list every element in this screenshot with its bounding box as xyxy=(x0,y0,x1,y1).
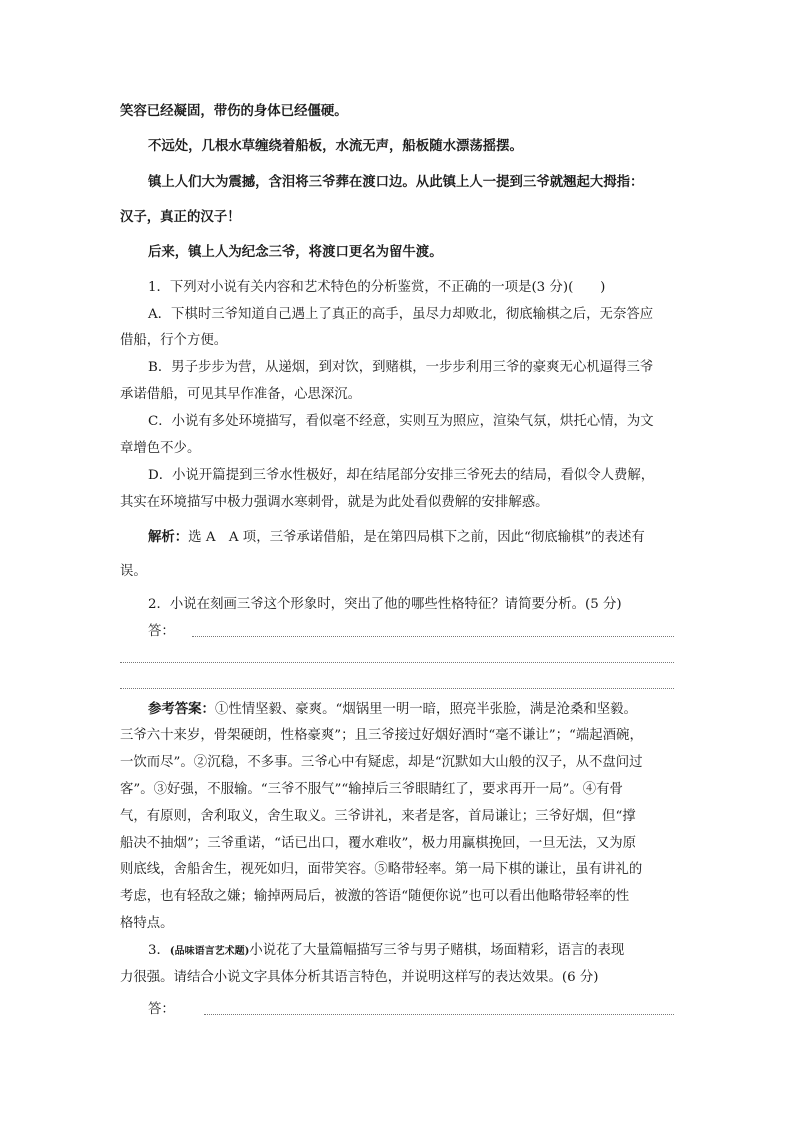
story-paragraph-3: 镇上人们大为震撼，含泪将三爷葬在渡口边。从此镇上人一提到三爷就翘起大拇指： xyxy=(148,174,644,190)
question-1-option-c: C．小说有多处环境描写，看似毫不经意，实则互为照应，渲染气氛，烘托心情，为文 xyxy=(148,414,654,429)
question-2-stem: 2．小说在刻画三爷这个形象时，突出了他的哪些性格特征？请简要分析。(5 分) xyxy=(148,597,622,612)
question-3-answer-label: 答： xyxy=(148,1002,175,1017)
question-3-type-tag: (品味语言艺术题) xyxy=(169,946,250,957)
question-2-answer-label: 答： xyxy=(148,624,175,639)
question-1-option-b-cont: 承诺借船，可见其早作准备，心思深沉。 xyxy=(120,387,362,402)
reference-answer-text: ①性情坚毅、豪爽。“烟锅里一明一暗，照亮半张脸，满是沧桑和坚毅。 xyxy=(214,702,637,717)
reference-answer-line: 考虑，也有轻敌之嫌；输掉两局后，被激的答语“随便你说”也可以看出他略带轻率的性 xyxy=(120,889,630,904)
question-2-reference-answer xyxy=(148,701,637,718)
story-paragraph-2: 不远处，几根水草缠绕着船板，水流无声，船板随水漂荡摇摆。 xyxy=(148,138,523,154)
question-3-number: 3． xyxy=(148,943,170,958)
reference-answer-line: 三爷六十来岁，骨架硬朗，性格豪爽”；且三爷接过好烟好酒时“毫不谦让”；“端起酒碗， xyxy=(120,728,643,743)
reference-answer-line: 客”。③好强，不服输。“三爷不服气”“输掉后三爷眼睛红了，要求再开一局”。④有骨 xyxy=(120,782,623,797)
question-1-option-d: D．小说开篇提到三爷水性极好，却在结尾部分安排三爷死去的结局，看似令人费解， xyxy=(148,468,655,483)
answer-line-1[interactable] xyxy=(192,636,674,637)
story-paragraph-1: 笑容已经凝固，带伤的身体已经僵硬。 xyxy=(120,103,348,119)
question-1-explanation xyxy=(148,529,645,546)
reference-answer-line: 船决不抽烟”；三爷重诺，“话已出口，覆水难收”，极力用赢棋挽回，一旦无法，又为原 xyxy=(120,836,636,851)
question-3-text: 小说花了大量篇幅描写三爷与男子赌棋，场面精彩，语言的表现 xyxy=(249,943,625,958)
answer-line-3[interactable] xyxy=(120,688,674,689)
answer-line-2[interactable] xyxy=(120,662,674,663)
question-1-option-a-cont: 借船，行个方便。 xyxy=(120,333,228,348)
question-3-stem xyxy=(148,943,624,960)
reference-answer-line: 则底线，舍船舍生，视死如归，面带笑容。⑤略带轻率。第一局下棋的谦让，虽有讲礼的 xyxy=(120,862,643,877)
reference-answer-line: 一饮而尽”。②沉稳，不多事。三爷心中有疑虑，却是“沉默如大山般的汉子，从不盘问过 xyxy=(120,755,643,770)
explanation-label: 解析： xyxy=(148,529,189,545)
reference-answer-label: 参考答案： xyxy=(148,701,215,717)
story-paragraph-3-cont: 汉子，真正的汉子！ xyxy=(120,209,241,225)
question-1-option-c-cont: 章增色不少。 xyxy=(120,441,201,456)
question-1-option-b: B．男子步步为营，从递烟，到对饮，到赌棋，一步步利用三爷的豪爽无心机逼得三爷 xyxy=(148,360,654,375)
explanation-text: 选 A A 项，三爷承诺借船，是在第四局棋下之前，因此“彻底输棋”的表述有 xyxy=(188,530,645,545)
answer-line-q3[interactable] xyxy=(204,1014,674,1015)
question-1-stem: 1．下列对小说有关内容和艺术特色的分析鉴赏，不正确的一项是(3 分)( ) xyxy=(148,280,606,295)
question-3-stem-cont: 力很强。请结合小说文字具体分析其语言特色，并说明这样写的表达效果。(6 分) xyxy=(120,970,599,985)
story-paragraph-4: 后来，镇上人为纪念三爷，将渡口更名为留牛渡。 xyxy=(148,244,443,260)
question-1-explanation-cont: 误。 xyxy=(120,564,147,579)
question-1-option-d-cont: 其实在环境描写中极力强调水寒刺骨，就是为此处看似费解的安排解惑。 xyxy=(120,495,549,510)
reference-answer-line: 气，有原则，舍利取义，舍生取义。三爷讲礼，来者是客，首局谦让；三爷好烟，但“撑 xyxy=(120,809,636,824)
question-1-option-a: A．下棋时三爷知道自己遇上了真正的高手，虽尽力却败北，彻底输棋之后，无奈答应 xyxy=(148,307,654,322)
reference-answer-line: 格特点。 xyxy=(120,916,174,931)
